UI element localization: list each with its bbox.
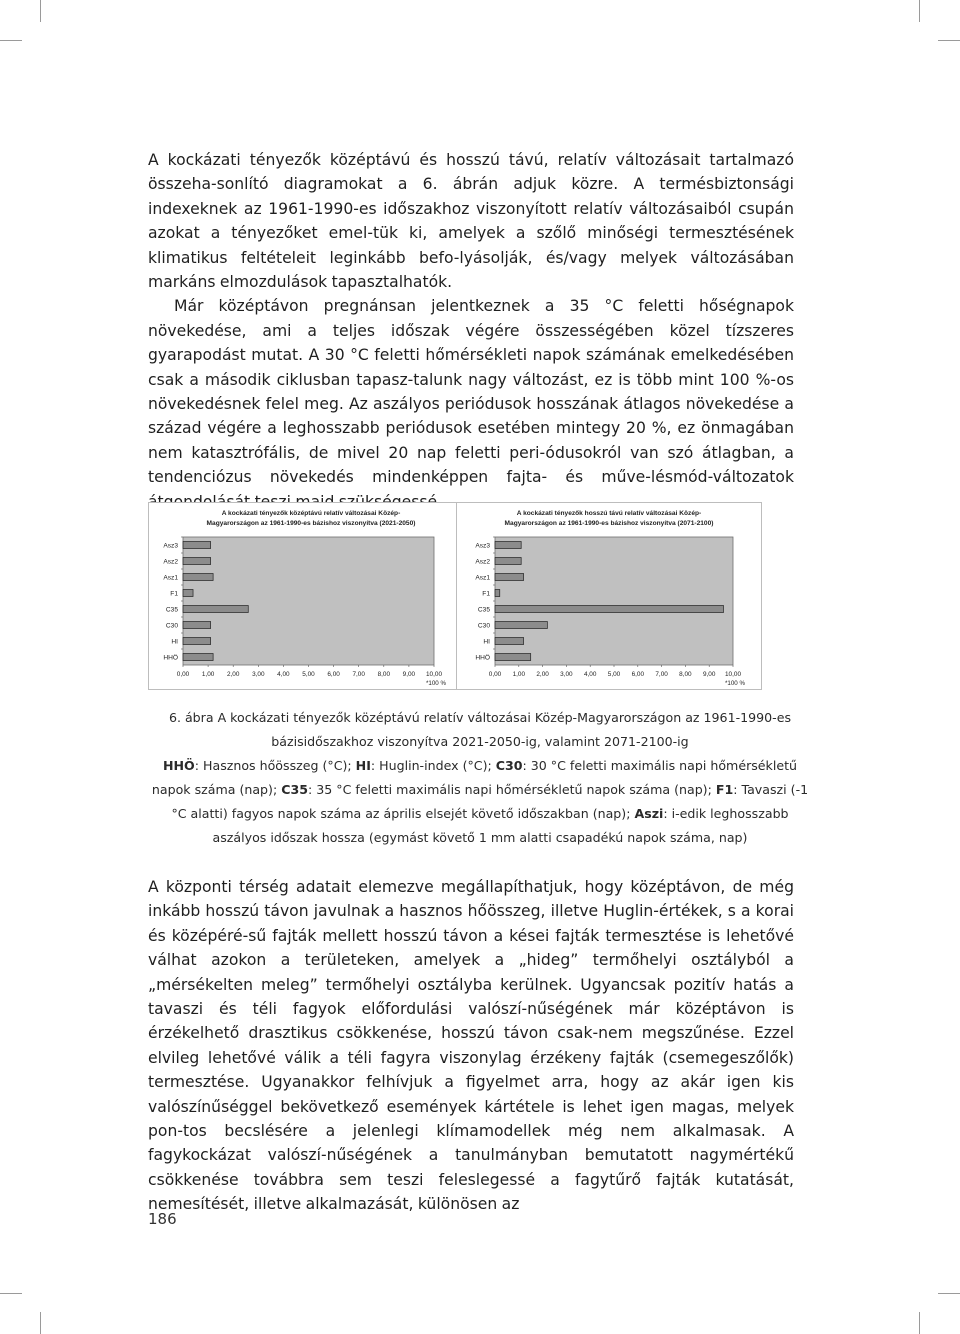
crop-mark (919, 1312, 920, 1334)
legend-term: Aszi (634, 806, 664, 821)
x-tick-label: 3,00 (252, 671, 265, 678)
category-label: Asz1 (163, 574, 178, 582)
category-label: C35 (477, 606, 490, 614)
bar (183, 622, 211, 629)
category-label: F1 (482, 590, 490, 598)
bar (495, 638, 524, 645)
legend-term: F1 (715, 782, 734, 797)
bar (495, 622, 547, 629)
category-label: Asz2 (475, 558, 490, 566)
bar (495, 606, 723, 613)
category-label: Asz3 (163, 542, 178, 550)
bar (495, 558, 521, 565)
legend-term: HI (355, 758, 371, 773)
caption-line-2: bázisidőszakhoz viszonyítva 2021-2050-ig, valamint 2071-2100-ig (271, 734, 689, 749)
x-tick-label: 6,00 (631, 671, 645, 678)
legend-definition: : Hasznos hőösszeg (°C); (194, 758, 356, 773)
x-tick-label: 9,00 (402, 671, 416, 678)
legend-definition: : 35 °C feletti maximális napi hőmérsékletű napok száma (nap); (308, 782, 716, 797)
page-number: 186 (148, 1210, 177, 1228)
crop-mark (0, 1293, 22, 1294)
x-tick-label: 2,00 (226, 671, 240, 678)
x-tick-label: 7,00 (655, 671, 668, 678)
category-label: C30 (477, 622, 490, 630)
chart-title-line: Magyarországon az 1961-1990-es bázishoz viszonyítva (2021-2050) (206, 520, 416, 527)
x-tick-label: 5,00 (302, 671, 315, 678)
bar (183, 654, 213, 661)
x-tick-label: 1,00 (201, 671, 215, 678)
chart-longterm (456, 502, 762, 690)
category-label: Asz3 (475, 542, 490, 550)
x-tick-label: 10,00 (426, 671, 442, 678)
bar (183, 590, 193, 597)
bar (183, 558, 211, 565)
x-tick-label: 3,00 (560, 671, 573, 678)
category-label: HHÖ (163, 654, 178, 662)
x-tick-label: 8,00 (679, 671, 692, 678)
chart-title-line: Magyarországon az 1961-1990-es bázishoz viszonyítva (2071-2100) (504, 520, 714, 527)
x-tick-label: 2,00 (536, 671, 549, 678)
x-tick-label: 0,00 (488, 671, 502, 678)
category-label: C30 (165, 622, 178, 630)
third-paragraph: A központi térség adatait elemezve megállapíthatjuk, hogy középtávon, de még inkább hosszú távon javulnak a hasznos hőösszeg, illetve Huglin-értékek, s a korai és középéré-sű fajták mellett hosszú távon a kései fajták termesztése is lehetővé válhat azokon a területeken, amelyek a „hideg” termőhelyi osztályból a „mérsékelten meleg” termőhelyi osztályba kerülnek. Ugyancsak pozitív hatás a tavaszi és téli fagyok előfordulási valószí-nűségének már középtávon is érzékelhető drasztikus csökkenése, hosszú távon csak-nem megszűnése. Ezzel elvileg lehetővé válik a téli fagyra viszonylag érzékeny fajták (csemegeszőlők) termesztése. Ugyanakkor felhívjuk a figyelmet arra, hogy az akár igen kis valószínűséggel bekövetkező események kártétele is lehet igen magas, melyek pon-tos becslésére a jelenlegi klímamodellek még nem alkalmasak. A fagykockázat valószí-nűségének a tanulmányban bemutatott nagymértékű csökkenése továbbra sem teszi feleslegessé a fagytűrő fajták kutatását, nemesítését, illetve alkalmazását, különösen az (148, 878, 794, 1214)
bar (495, 574, 524, 581)
x-tick-label: 9,00 (702, 671, 716, 678)
chart-longterm-svg (457, 503, 761, 689)
crop-mark (938, 1293, 960, 1294)
chart-midterm-svg (149, 503, 457, 689)
category-label: HI (483, 638, 490, 646)
bar (495, 590, 500, 597)
category-label: HHÖ (475, 654, 490, 662)
bar (495, 654, 531, 661)
crop-mark (40, 0, 41, 22)
category-label: Asz2 (163, 558, 178, 566)
x-tick-label: 7,00 (352, 671, 365, 678)
plot-area (183, 537, 434, 665)
category-label: C35 (165, 606, 178, 614)
bar (495, 542, 521, 549)
legend-term: C30 (495, 758, 523, 773)
x-tick-label: 5,00 (607, 671, 621, 678)
x-tick-label: 10,00 (725, 671, 741, 678)
category-label: F1 (170, 590, 178, 598)
bar (183, 574, 213, 581)
crop-mark (0, 40, 22, 41)
x-tick-label: 1,00 (512, 671, 526, 678)
figure-caption (148, 706, 812, 850)
second-paragraph: Már középtávon pregnánsan jelentkeznek a 35 °C feletti hőségnapok növekedése, ami a teljes időszak végére összességében közel tízszeres gyarapodást mutat. A 30 °C feletti hőmérsékleti napok számának emelkedésében csak a második ciklusban tapasz-talunk nagy változást, ez is több mint 100 %-os növekedésnek felel meg. Az aszályos periódusok hosszának átlagos növekedése a század végére a leghosszabb periódusok esetében mintegy 20 %, ez önmagában nem katasztrófális, de mivel 20 nap feletti peri-ódusokról van szó átlagban, a tendenciózus növekedés mindenképpen fajta- és műve-lésmód-változatok (148, 297, 794, 487)
legend-definition: : Huglin-index (°C); (370, 758, 496, 773)
legend-term: HHÖ (162, 758, 195, 773)
caption-line-1: 6. ábra A kockázati tényezők középtávú relatív változásai Közép-Magyarországon az 1961-1990-es (168, 710, 792, 725)
x-tick-label: 8,00 (377, 671, 391, 678)
chart-title-line: A kockázati tényezők hosszú távú relatív változásai Közép- (516, 510, 702, 517)
x-tick-label: 4,00 (277, 671, 290, 678)
crop-mark (919, 0, 920, 22)
legend-term: C35 (281, 782, 308, 797)
category-label: HI (171, 638, 178, 646)
bar (183, 542, 211, 549)
x-axis-label: *100 % (725, 680, 745, 687)
legend-definition: : Tavaszi (-1 °C alatti) fagyos napok száma az április elsejét követő időszakban (nap); (171, 782, 809, 821)
x-tick-label: 0,00 (176, 671, 190, 678)
legend-definition: : i-edik leghosszabb aszályos időszak hossza (egymást követő 1 mm alatti csapadékú napok száma, nap) (212, 806, 789, 845)
chart-midterm (148, 502, 458, 690)
crop-mark (938, 40, 960, 41)
plot-area (495, 537, 733, 665)
x-tick-label: 6,00 (327, 671, 340, 678)
crop-mark (40, 1312, 41, 1334)
legend-definition: : 30 °C feletti maximális napi hőmérsékletű napok száma (nap); (151, 758, 798, 797)
x-axis-label: *100 % (426, 680, 446, 687)
chart-title-line: A kockázati tényezők középtávú relatív változásai Közép- (221, 510, 401, 517)
intro-paragraph: A kockázati tényezők középtávú és hosszú távú, relatív változásait tartalmazó összeha-sonlító diagramokat a 6. ábrán adjuk közre. A termésbiztonsági indexeknek az 1961-1990-es időszakhoz viszonyított relatív változásaiból csupán azokat a tényezőket emel-tük ki, amelyek a szőlő minőségi termesztésének klimatikus feltételeit leginkább befo-lyásolják, és/vagy melyek változásában markáns elmozdulások tapasztalhatók. (148, 151, 794, 292)
bar (183, 638, 211, 645)
body-text-block (148, 148, 794, 514)
x-tick-label: 4,00 (583, 671, 597, 678)
caption-legend (148, 754, 812, 850)
category-label: Asz1 (475, 574, 490, 582)
bar (183, 606, 248, 613)
